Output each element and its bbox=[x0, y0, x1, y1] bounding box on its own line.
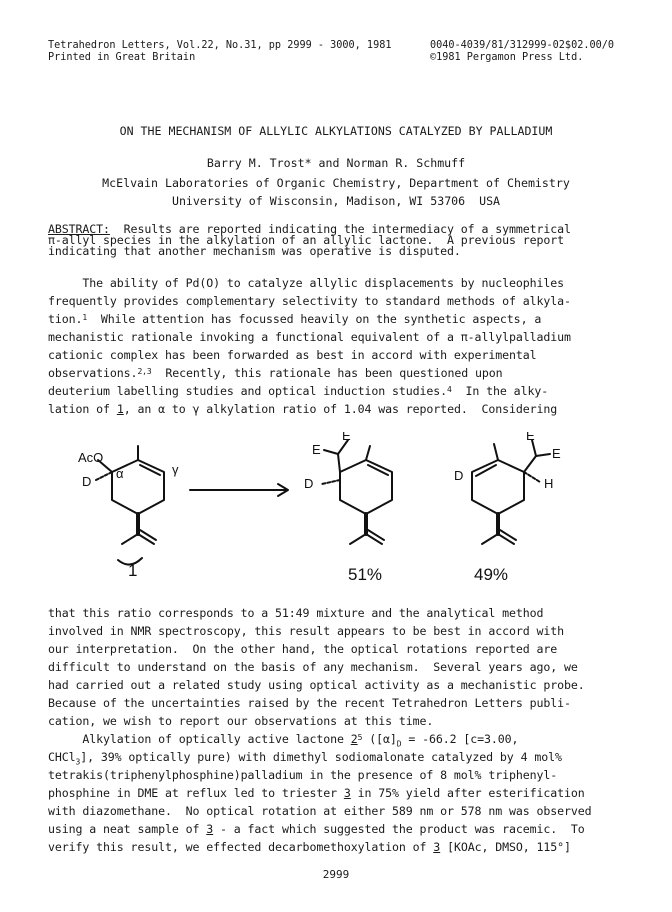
yield-product-2: 49% bbox=[474, 565, 509, 584]
para2-line-7: cation, we wish to report our observations at this time. bbox=[48, 714, 434, 728]
printed-note: Printed in Great Britain bbox=[48, 52, 196, 63]
authors: Barry M. Trost* and Norman R. Schmuff bbox=[206, 156, 466, 170]
para3-line-2: CHCl$_3$], 39% optically pure) with dimethyl sodiomalonate catalyzed by 4 mol% bbox=[48, 750, 562, 767]
label-e-1b: E bbox=[342, 432, 351, 443]
reactant-number: 1 bbox=[128, 561, 138, 580]
yield-product-1: 51% bbox=[348, 565, 383, 584]
label-d-1: D bbox=[82, 474, 92, 489]
para1-line-6: observations.$^{2,3}$ Recently, this rationale has been questioned upon bbox=[48, 366, 503, 380]
label-d-2: D bbox=[304, 476, 314, 491]
reaction-scheme bbox=[60, 432, 620, 594]
copyright: ©1981 Pergamon Press Ltd. bbox=[430, 52, 584, 63]
article-code: 0040-4039/81/312999-02$02.00/0 bbox=[430, 40, 615, 51]
abstract-line-2: π-allyl species in the alkylation of an allylic lactone. A previous report bbox=[48, 233, 565, 247]
journal-citation: Tetrahedron Letters, Vol.22, No.31, pp 2999 - 3000, 1981 bbox=[48, 40, 392, 51]
compound-3-ref-b: 3 bbox=[206, 822, 214, 836]
label-h: H bbox=[544, 476, 554, 491]
reactant-structure bbox=[96, 446, 164, 565]
ref-5: 5 bbox=[357, 733, 363, 742]
label-e-2a: E bbox=[526, 432, 535, 443]
label-alpha: α bbox=[116, 466, 124, 481]
ref-2-3: 2,3 bbox=[137, 367, 152, 376]
affiliation-line-1: McElvain Laboratories of Organic Chemistry, Department of Chemistry bbox=[102, 176, 570, 190]
para3-line-3: tetrakis(triphenylphosphine)palladium in the presence of 8 mol% triphenyl- bbox=[48, 768, 558, 782]
abstract-label: ABSTRACT: bbox=[48, 222, 110, 236]
label-d-3: D bbox=[454, 468, 464, 483]
page-number: 2999 bbox=[322, 868, 350, 881]
label-gamma: γ bbox=[172, 462, 179, 477]
para1-line-7: deuterium labelling studies and optical induction studies.$^4$ In the alky- bbox=[48, 384, 549, 398]
product-1-structure bbox=[322, 440, 392, 544]
para3-line-7: verify this result, we effected decarbomethoxylation of 3 [KOAc, DMSO, 115°] bbox=[48, 840, 571, 854]
para2-line-6: Because of the uncertainties raised by the recent Tetrahedron Letters publi- bbox=[48, 696, 571, 710]
para1-line-4: mechanistic rationale invoking a functional equivalent of a π-allylpalladium bbox=[48, 330, 571, 344]
label-e-1a: E bbox=[312, 442, 321, 457]
para1-line-1: The ability of Pd(O) to catalyze allylic displacements by nucleophiles bbox=[48, 276, 565, 290]
para2-line-5: had carried out a related study using optical activity as a mechanistic probe. bbox=[48, 678, 585, 692]
compound-1-ref: 1 bbox=[116, 402, 124, 416]
para1-line-8: lation of 1, an α to γ alkylation ratio of 1.04 was reported. Considering bbox=[48, 402, 558, 416]
product-2-structure bbox=[472, 440, 550, 544]
affiliation-line-2: University of Wisconsin, Madison, WI 53706 USA bbox=[171, 194, 501, 208]
para3-line-5: with diazomethane. No optical rotation at either 589 nm or 578 nm was observed bbox=[48, 804, 592, 818]
label-e-2b: E bbox=[552, 446, 561, 461]
para1-line-3: tion.$^1$ While attention has focussed heavily on the synthetic aspects, a bbox=[48, 312, 542, 326]
compound-3-ref-a: 3 bbox=[343, 786, 351, 800]
abstract-line-3: indicating that another mechanism was operative is disputed. bbox=[48, 244, 461, 258]
para3-line-1: Alkylation of optically active lactone $2^5$ ($[\alpha]_D = -66.2$ [c=3.00, bbox=[48, 732, 519, 749]
compound-3-ref-c: 3 bbox=[433, 840, 441, 854]
para1-line-5: cationic complex has been forwarded as best in accord with experimental bbox=[48, 348, 537, 362]
ref-1: 1 bbox=[82, 313, 88, 322]
para2-line-1: that this ratio corresponds to a 51:49 mixture and the analytical method bbox=[48, 606, 544, 620]
compound-2-ref: 2 bbox=[350, 732, 358, 746]
para2-line-3: our interpretation. On the other hand, the optical rotations reported are bbox=[48, 642, 558, 656]
abstract-line-1: ABSTRACT: Results are reported indicating the intermediacy of a symmetrical bbox=[48, 222, 571, 236]
paper-title: ON THE MECHANISM OF ALLYLIC ALKYLATIONS CATALYZED BY PALLADIUM bbox=[119, 124, 553, 138]
para3-line-4: phosphine in DME at reflux led to triester 3 in 75% yield after esterification bbox=[48, 786, 585, 800]
para3-line-6: using a neat sample of 3 - a fact which suggested the product was racemic. To bbox=[48, 822, 585, 836]
label-aco: AcO bbox=[78, 450, 104, 465]
para1-line-2: frequently provides complementary selectivity to standard methods of alkyla- bbox=[48, 294, 571, 308]
ref-4: 4 bbox=[447, 385, 452, 394]
para2-line-2: involved in NMR spectroscopy, this result appears to be best in accord with bbox=[48, 624, 565, 638]
para2-line-4: difficult to understand on the basis of any mechanism. Several years ago, we bbox=[48, 660, 578, 674]
